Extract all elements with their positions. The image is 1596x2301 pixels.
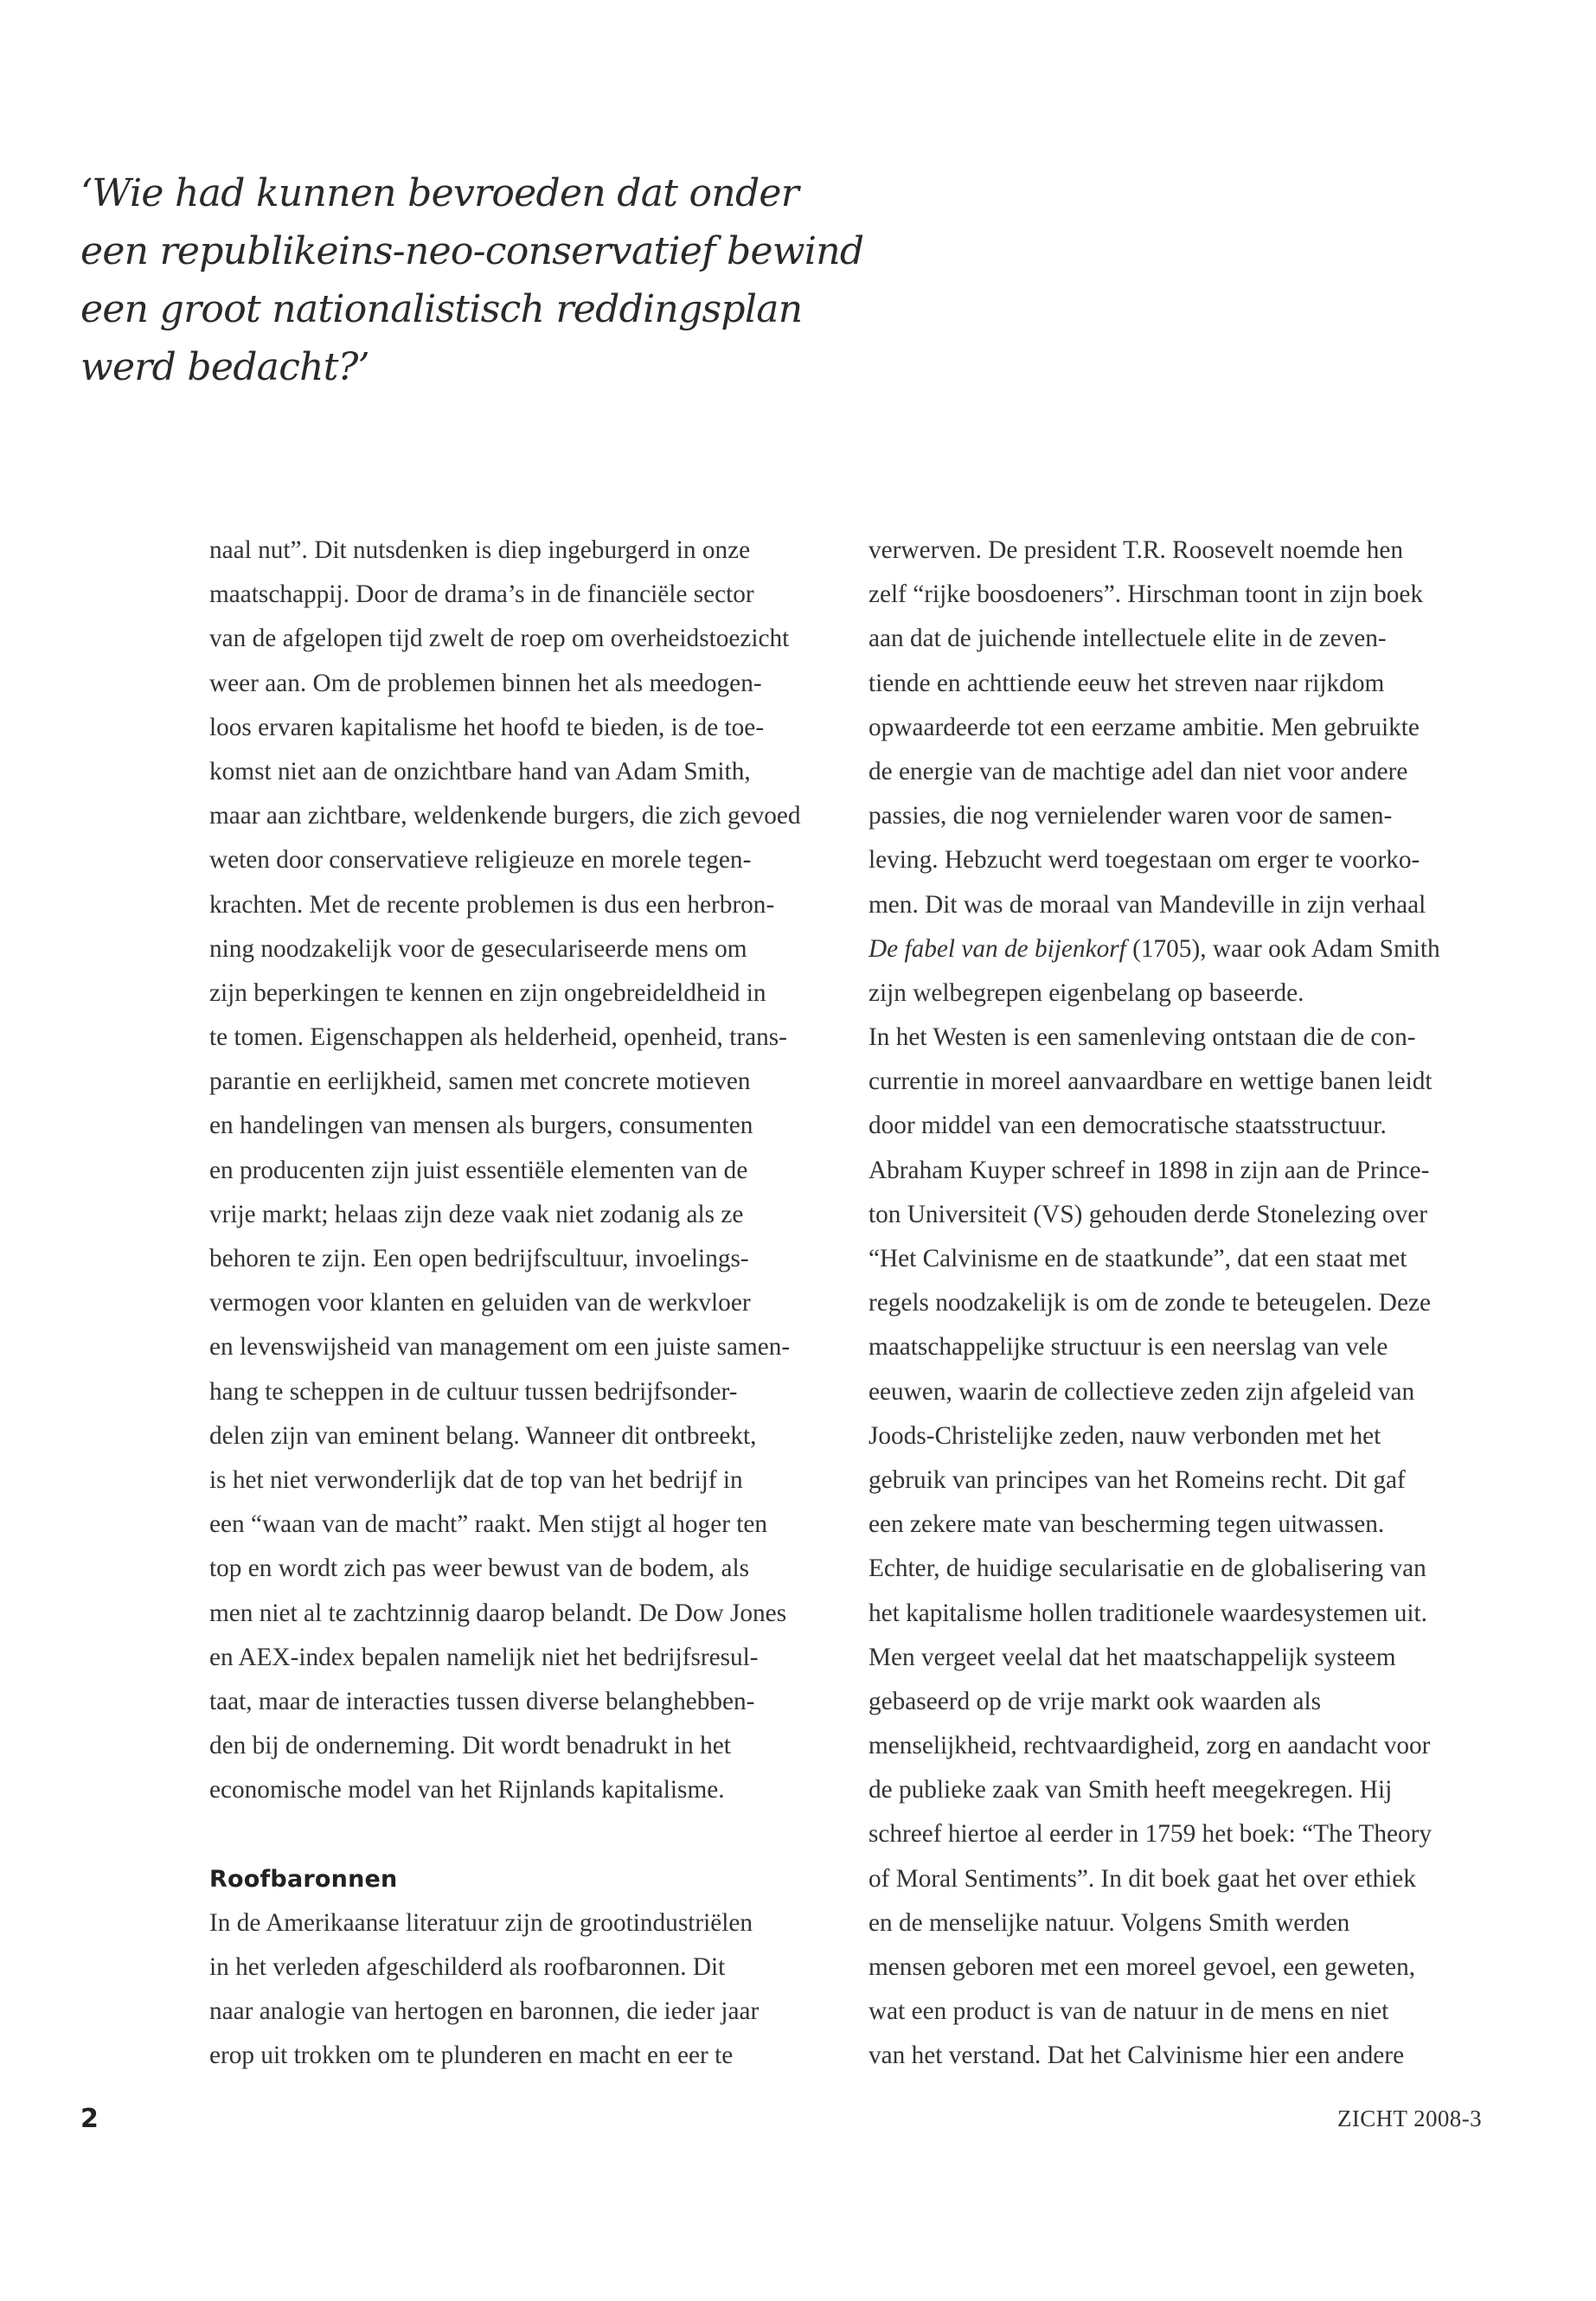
body-line: parantie en eerlijkheid, samen met concrete motieven: [209, 1067, 751, 1096]
body-line: komst niet aan de onzichtbare hand van Adam Smith,: [209, 757, 751, 785]
body-line: regels noodzakelijk is om de zonde te beteugelen. Deze: [869, 1289, 1431, 1317]
body-line: maatschappelijke structuur is een neerslag van vele: [869, 1333, 1388, 1362]
body-line: is het niet verwonderlijk dat de top van het bedrijf in: [209, 1465, 743, 1494]
body-line: of Moral Sentiments”. In dit boek gaat het over ethiek: [869, 1864, 1416, 1893]
body-line: In de Amerikaanse literatuur zijn de grootindustriëlen: [209, 1908, 753, 1937]
body-line: tiende en achttiende eeuw het streven naar rijkdom: [869, 669, 1385, 697]
body-line: en producenten zijn juist essentiële elementen van de: [209, 1156, 748, 1184]
pull-quote-line: werd bedacht?’: [80, 345, 369, 389]
publication-footer: ZICHT 2008-3: [1336, 2106, 1482, 2131]
body-line-rest: (1705), waar ook Adam Smith: [1125, 934, 1440, 963]
body-line: maatschappij. Door de drama’s in de financiële sector: [209, 580, 754, 609]
body-line: behoren te zijn. Een open bedrijfscultuur, invoelings-: [209, 1245, 749, 1272]
body-line: vermogen voor klanten en geluiden van de werkvloer: [209, 1289, 751, 1317]
body-line: eeuwen, waarin de collectieve zeden zijn afgeleid van: [869, 1377, 1415, 1406]
body-line: men niet al te zachtzinnig daarop belandt. De Dow Jones: [209, 1599, 787, 1627]
body-line: het kapitalisme hollen traditionele waardesystemen uit.: [869, 1599, 1427, 1627]
body-line: en AEX-index bepalen namelijk niet het bedrijfsresul-: [209, 1643, 759, 1671]
body-line: krachten. Met de recente problemen is dus een herbron-: [209, 890, 775, 919]
body-line: Abraham Kuyper schreef in 1898 in zijn aan de Prince-: [869, 1156, 1430, 1184]
body-line: taat, maar de interacties tussen diverse belanghebben-: [209, 1687, 755, 1715]
paragraph-gap: [209, 1812, 815, 1856]
pull-quote-line: een groot nationalistisch reddingsplan: [80, 287, 803, 331]
body-line: aan dat de juichende intellectuele elite in de zeven-: [869, 625, 1387, 653]
body-line: en handelingen van mensen als burgers, consumenten: [209, 1112, 753, 1140]
body-line: currentie in moreel aanvaardbare en wettige banen leidt: [869, 1067, 1433, 1096]
body-line: in het verleden afgeschilderd als roofbaronnen. Dit: [209, 1953, 726, 1981]
body-line: In het Westen is een samenleving ontstaan die de con-: [869, 1023, 1416, 1052]
book-title: De fabel van de bijenkorf: [869, 934, 1126, 963]
body-line: en de menselijke natuur. Volgens Smith werden: [869, 1908, 1350, 1937]
body-line: gebruik van principes van het Romeins recht. Dit gaf: [869, 1465, 1406, 1494]
body-line: weten door conservatieve religieuze en morele tegen-: [209, 846, 752, 875]
body-line: mensen geboren met een moreel gevoel, een geweten,: [869, 1953, 1416, 1981]
body-line: maar aan zichtbare, weldenkende burgers, die zich gevoed: [209, 802, 801, 830]
right-column: [869, 529, 1474, 2079]
body-line: schreef hiertoe al eerder in 1759 het boek: “The Theory: [869, 1820, 1433, 1849]
body-line: vrije markt; helaas zijn deze vaak niet zodanig als ze: [209, 1200, 744, 1228]
body-line: en levenswijsheid van management om een juiste samen-: [209, 1333, 791, 1362]
body-line: wat een product is van de natuur in de mens en niet: [869, 1997, 1389, 2026]
body-line: loos ervaren kapitalisme het hoofd te bieden, is de toe-: [209, 713, 765, 741]
body-line: de energie van de machtige adel dan niet voor andere: [869, 757, 1408, 785]
body-line: gebaseerd op de vrije markt ook waarden als: [869, 1687, 1322, 1715]
body-line: zelf “rijke boosdoeners”. Hirschman toont in zijn boek: [869, 580, 1424, 609]
body-line: economische model van het Rijnlands kapitalisme.: [209, 1776, 725, 1804]
body-line: naar analogie van hertogen en baronnen, die ieder jaar: [209, 1997, 760, 2026]
body-line: men. Dit was de moraal van Mandeville in zijn verhaal: [869, 890, 1426, 919]
pull-quote-line: ‘Wie had kunnen bevroeden dat onder: [80, 171, 799, 215]
body-line: zijn welbegrepen eigenbelang op baseerde.: [869, 978, 1304, 1007]
body-line: opwaardeerde tot een eerzame ambitie. Men gebruikte: [869, 713, 1420, 741]
body-line: Echter, de huidige secularisatie en de globalisering van: [869, 1554, 1426, 1583]
body-line: van de afgelopen tijd zwelt de roep om overheidstoezicht: [209, 625, 790, 653]
body-line: door middel van een democratische staatsstructuur.: [869, 1112, 1387, 1140]
body-line: naal nut”. Dit nutsdenken is diep ingeburgerd in onze: [209, 536, 751, 564]
body-line: Joods-Christelijke zeden, nauw verbonden met het: [869, 1421, 1381, 1450]
body-line: een “waan van de macht” raakt. Men stijgt al hoger ten: [209, 1510, 768, 1539]
section-heading: Roofbaronnen: [209, 1865, 398, 1893]
body-line: een zekere mate van bescherming tegen uitwassen.: [869, 1510, 1385, 1539]
body-line: ton Universiteit (VS) gehouden derde Stonelezing over: [869, 1200, 1427, 1228]
body-line: erop uit trokken om te plunderen en macht en eer te: [209, 2041, 734, 2070]
body-line: de publieke zaak van Smith heeft meegekregen. Hij: [869, 1776, 1393, 1804]
body-line-with-title: [869, 927, 1474, 971]
body-line: zijn beperkingen te kennen en zijn ongebreideldheid in: [209, 978, 766, 1007]
body-line: van het verstand. Dat het Calvinisme hier een andere: [869, 2041, 1405, 2070]
left-column: [209, 529, 815, 2079]
body-line: ning noodzakelijk voor de geseculariseerde mens om: [209, 934, 747, 963]
body-line: te tomen. Eigenschappen als helderheid, openheid, trans-: [209, 1023, 787, 1052]
pull-quote-line: een republikeins-neo-conservatief bewind: [80, 229, 864, 273]
body-line: passies, die nog vernielender waren voor de samen-: [869, 802, 1393, 830]
body-line: top en wordt zich pas weer bewust van de bodem, als: [209, 1554, 750, 1583]
body-line: Men vergeet veelal dat het maatschappelijk systeem: [869, 1643, 1396, 1671]
body-line: verwerven. De president T.R. Roosevelt noemde hen: [869, 536, 1404, 564]
body-line: hang te scheppen in de cultuur tussen bedrijfsonder-: [209, 1377, 738, 1406]
pull-quote: [80, 164, 864, 396]
body-line: leving. Hebzucht werd toegestaan om erger te voorko-: [869, 846, 1420, 875]
body-line: menselijkheid, rechtvaardigheid, zorg en aandacht voor: [869, 1732, 1431, 1760]
body-line: delen zijn van eminent belang. Wanneer dit ontbreekt,: [209, 1421, 757, 1450]
body-line: “Het Calvinisme en de staatkunde”, dat een staat met: [869, 1245, 1407, 1272]
body-line: den bij de onderneming. Dit wordt benadrukt in het: [209, 1732, 731, 1760]
page-number: 2: [80, 2104, 99, 2134]
body-line: weer aan. Om de problemen binnen het als meedogen-: [209, 669, 762, 697]
